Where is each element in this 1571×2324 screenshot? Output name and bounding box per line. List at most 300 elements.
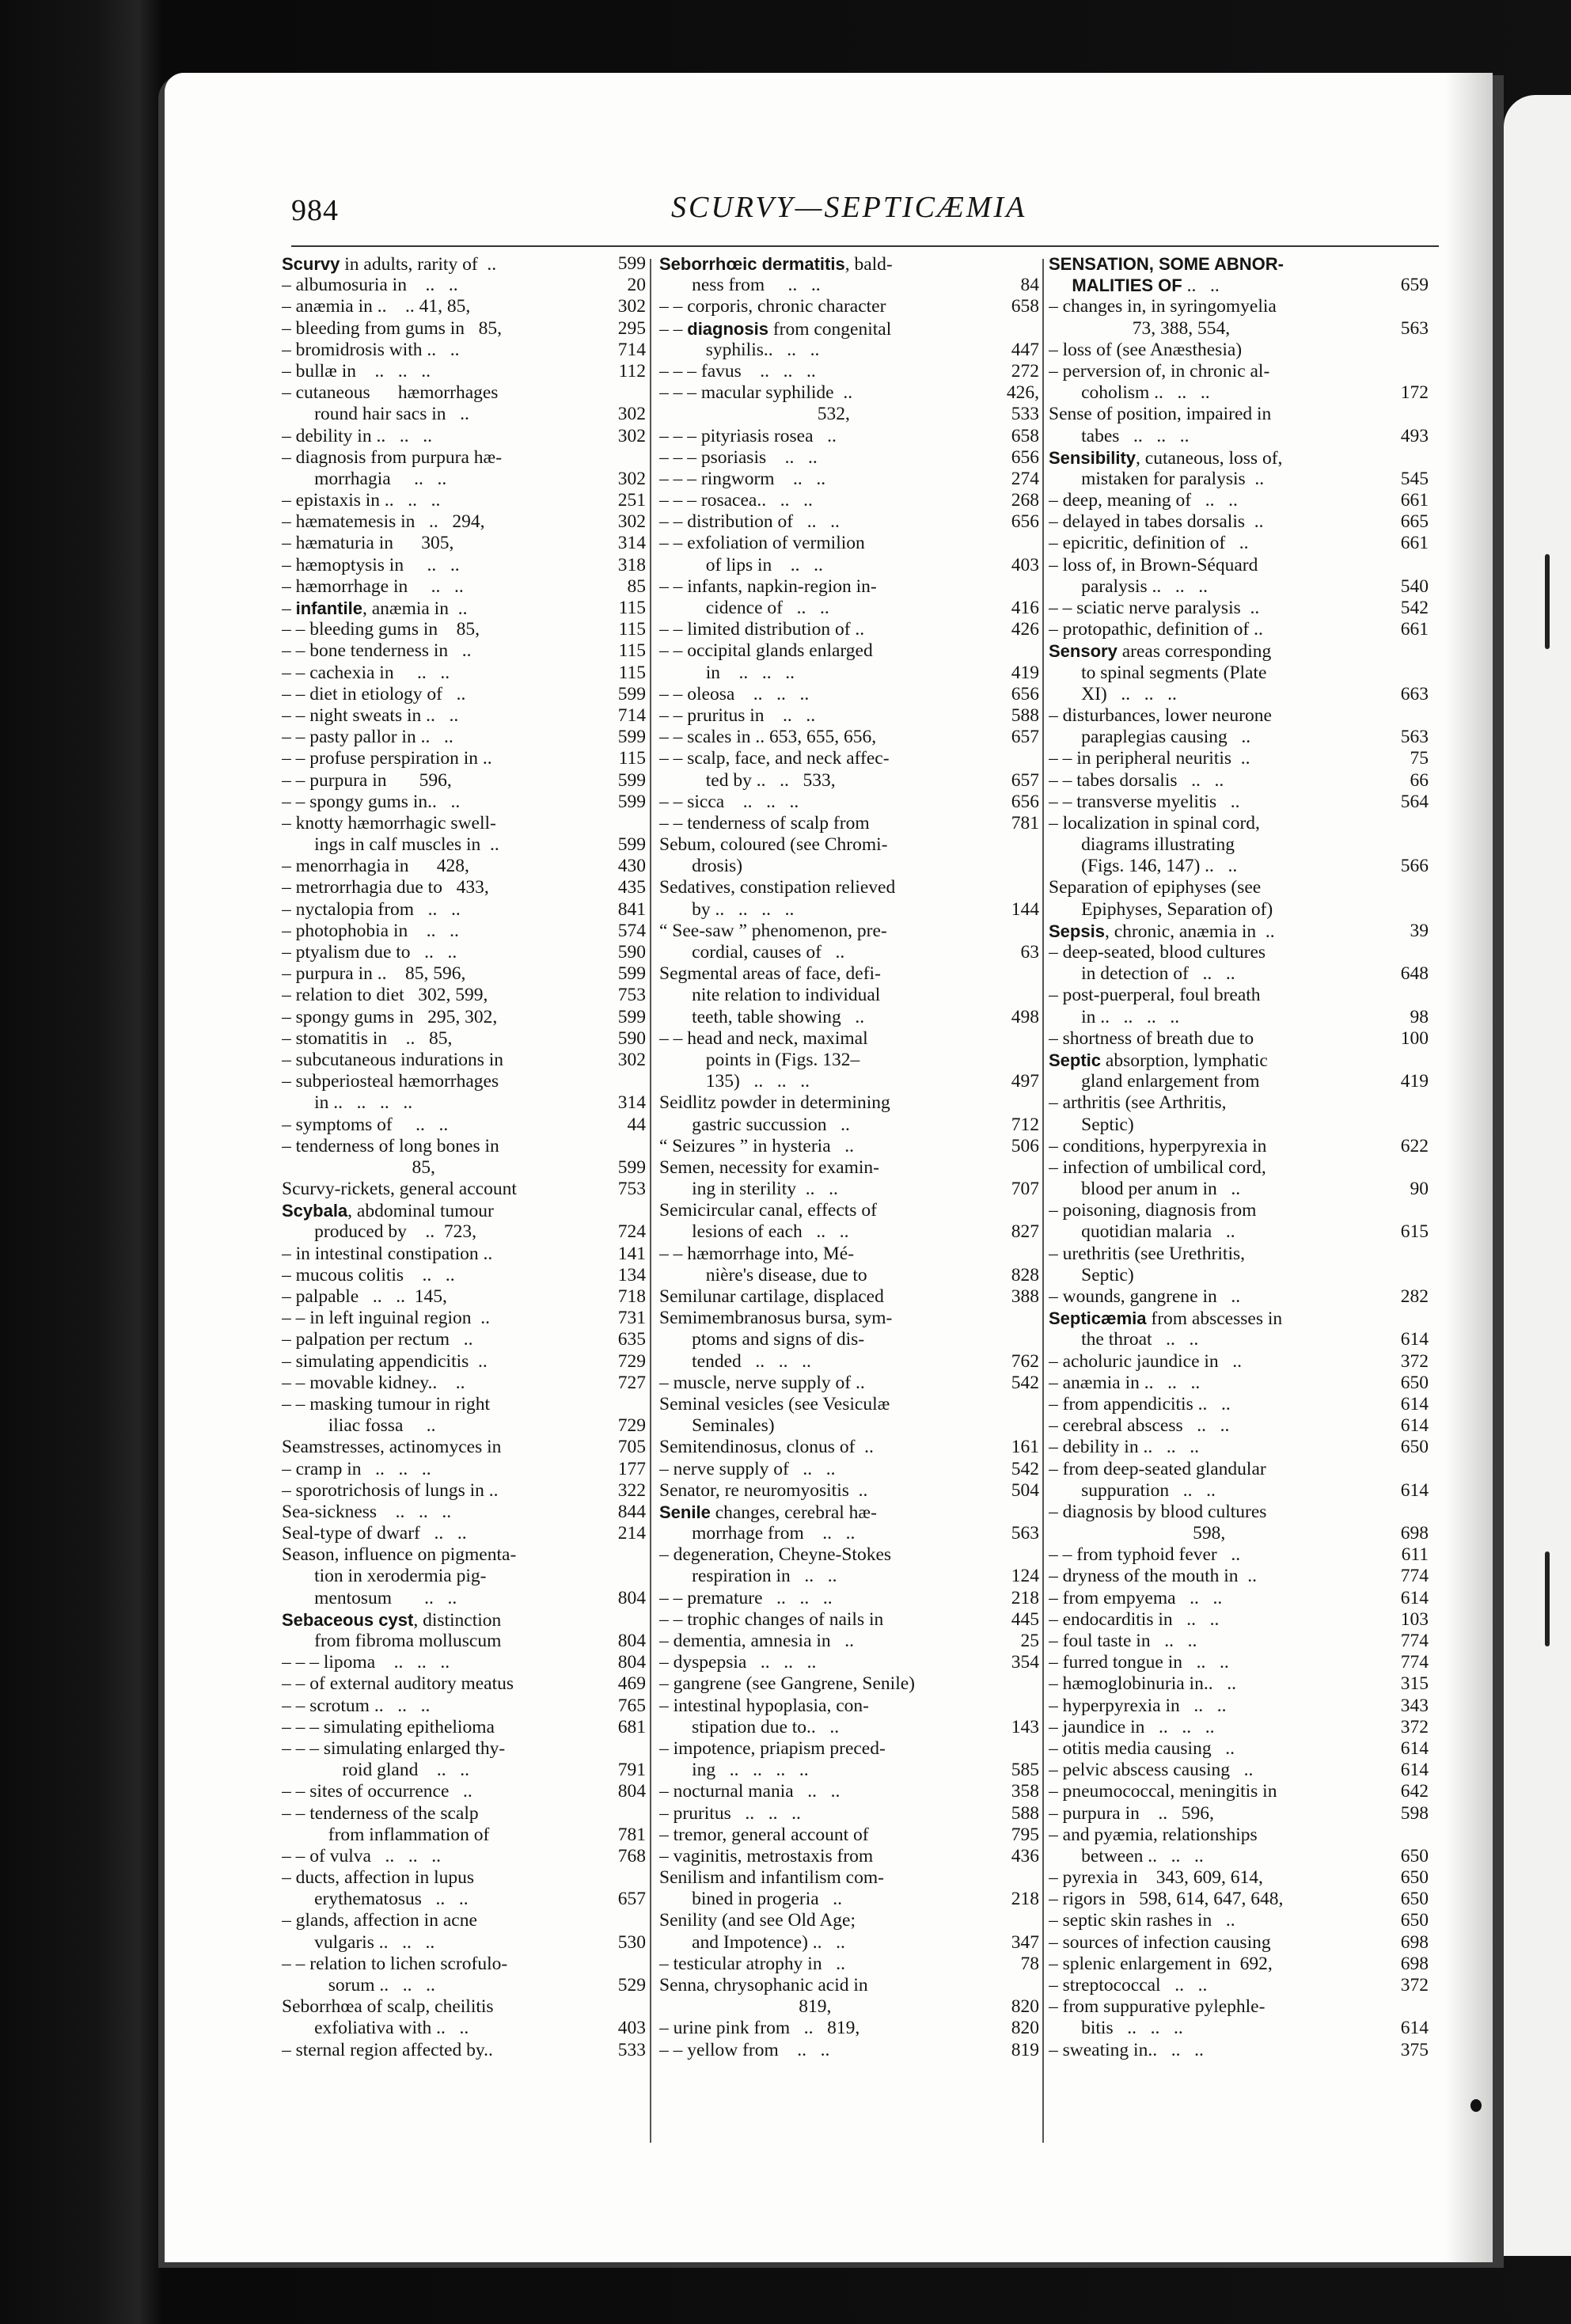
index-entry-text: bitis .. .. .. [1049,2018,1183,2039]
index-entry-page: 63 [1018,942,1040,963]
index-entry-page: 564 [1398,792,1429,813]
index-entry [659,1373,1039,1394]
index-entry [659,834,1039,856]
index-entry [1049,275,1429,296]
index-entry [1049,2040,1429,2061]
index-entry-text: Semicircular canal, effects of [659,1200,877,1221]
index-entry [1049,1480,1429,1502]
index-entry-text: morrhagia .. .. [282,468,447,489]
index-entry [282,2040,646,2061]
index-entry [659,318,1039,340]
index-entry-page: 599 [615,834,646,856]
index-entry [1049,727,1429,748]
header-rule [291,245,1439,247]
index-entry-page: 403 [615,2018,646,2039]
index-entry [1049,640,1429,662]
index-entry [282,1308,646,1329]
index-entry-text: – urine pink from .. 819, [659,2018,860,2039]
index-entry-page: 599 [615,1007,646,1028]
index-entry-text: – stomatitis in .. 85, [282,1027,453,1049]
index-entry [282,1459,646,1480]
index-entry [659,1544,1039,1566]
index-entry-page: 753 [615,1179,646,1200]
index-entry-page: 657 [1008,727,1039,748]
index-entry [1049,318,1429,340]
index-entry [1049,296,1429,317]
index-entry-page: 614 [1398,1480,1429,1502]
index-entry [282,275,646,296]
index-entry-text: ing .. .. .. .. [659,1760,809,1781]
index-entry-text: – cramp in .. .. .. [282,1458,431,1479]
index-entry [1049,963,1429,985]
index-entry-text: – – – lipoma .. .. .. [282,1652,450,1673]
index-entry-page: 144 [1008,899,1039,921]
index-entry-text: Sensory areas corresponding [1049,641,1272,663]
index-entry-page: 622 [1398,1136,1429,1157]
index-entry [659,727,1039,748]
index-entry-text: sorum .. .. .. [282,1975,435,1996]
index-entry-text: – – yellow from .. .. [659,2039,830,2060]
index-entry-page: 419 [1008,663,1039,684]
index-entry-page: 134 [615,1265,646,1286]
index-entry [282,533,646,554]
index-entry-text: Sensibility, cutaneous, loss of, [1049,447,1283,469]
index-entry-page: 681 [615,1717,646,1738]
index-entry-text: Season, influence on pigmenta- [282,1544,517,1566]
index-entry [1049,533,1429,554]
index-entry-page: 388 [1008,1286,1039,1308]
index-entry-text: vulgaris .. .. .. [282,1931,435,1953]
index-entry [282,1696,646,1717]
index-entry-text: – wounds, gangrene in .. [1049,1286,1241,1307]
facing-page-edge [1504,95,1571,2256]
index-entry-page: 658 [1008,296,1039,317]
index-entry [1049,1221,1429,1243]
index-entry-page: 611 [1398,1544,1429,1566]
index-entry [282,1825,646,1846]
index-entry-text: tended .. .. .. [659,1350,811,1372]
index-entry-page: 533 [615,2040,646,2061]
index-entry [282,469,646,490]
index-entry [659,856,1039,877]
index-entry-text: – bleeding from gums in 85, [282,317,503,339]
index-entry [282,1544,646,1566]
index-entry [1049,1760,1429,1781]
index-entry [282,1200,646,1221]
index-entry [659,1351,1039,1373]
index-entry-text: 135) .. .. .. [659,1071,810,1092]
index-entry-text: – pyrexia in 343, 609, 614, [1049,1867,1263,1889]
index-entry-page: 650 [1398,1846,1429,1867]
index-entry [659,1954,1039,1975]
index-entry-text: – spongy gums in 295, 302, [282,1006,498,1027]
index-entry [659,1910,1039,1931]
index-entry-text: “ Seizures ” in hysteria .. [659,1135,855,1156]
index-entry [282,899,646,921]
index-entry-page: 115 [616,598,646,619]
index-entry-page: 20 [624,275,647,296]
index-entry-text: – knotty hæmorrhagic swell- [282,812,496,834]
index-entry-text: – diagnosis from purpura hæ- [282,446,503,468]
index-entry [659,1286,1039,1308]
index-entry-page: 753 [615,985,646,1006]
index-entry-text: – – – simulating enlarged thy- [282,1737,506,1759]
index-entry-text: – – night sweats in .. .. [282,704,459,726]
index-entry [282,1028,646,1050]
index-entry-text: Semimembranosus bursa, sym- [659,1308,893,1329]
index-entry-page: 650 [1398,1437,1429,1458]
index-entry-text: – anæmia in .. .. .. [1049,1372,1201,1393]
index-entry-page: 819 [1008,2040,1039,2061]
index-entry [1049,1351,1429,1373]
index-entry [1049,813,1429,834]
index-entry-page: 659 [1398,275,1429,296]
index-entry-page: 172 [1398,382,1429,404]
index-entry-page: 372 [1398,1717,1429,1738]
index-entry-text: – from empyema .. .. [1049,1587,1223,1608]
index-entry-page: 426 [1008,619,1039,640]
index-entry-page: 724 [615,1221,646,1243]
index-entry-page: 98 [1407,1007,1429,1028]
index-entry-page: 302 [615,404,646,425]
index-entry-page: 66 [1407,770,1429,792]
index-entry [659,1437,1039,1458]
index-entry-page: 124 [1008,1566,1039,1587]
index-entry-text: – bromidrosis with .. .. [282,339,460,360]
index-entry-text: – – – macular syphilide .. [659,382,853,404]
index-entry [282,447,646,469]
index-entry-text: blood per anum in .. [1049,1179,1241,1200]
index-entry [282,1415,646,1437]
index-entry [282,1329,646,1350]
index-entry-text: – – spongy gums in.. .. [282,791,461,812]
index-entry-text: mentosum .. .. [282,1587,457,1608]
index-entry [282,576,646,598]
index-entry-text: – cerebral abscess .. .. [1049,1415,1230,1437]
index-entry-page: 731 [615,1308,646,1329]
index-entry [1049,382,1429,404]
index-entry [1049,1696,1429,1717]
index-entry [1049,619,1429,640]
index-entry [1049,1437,1429,1458]
index-entry [659,877,1039,898]
index-entry-page: 804 [615,1781,646,1802]
index-entry-page: 563 [1398,727,1429,748]
index-entry-text: – protopathic, definition of .. [1049,619,1263,640]
index-entry [659,1717,1039,1738]
index-entry-text: – loss of, in Brown-Séquard [1049,554,1258,575]
index-entry-page: 765 [615,1696,646,1717]
index-entry-page: 566 [1398,856,1429,877]
index-entry-text: – – exfoliation of vermilion [659,533,865,554]
index-entry-text: to spinal segments (Plate [1049,662,1267,683]
index-entry-text: – – distribution of .. .. [659,511,840,533]
index-entry [659,1459,1039,1480]
index-entry-text: XI) .. .. .. [1049,683,1177,704]
index-entry [659,555,1039,576]
index-entry-text: 73, 388, 554, [1049,317,1231,339]
index-entry-page: 663 [1398,684,1429,705]
index-entry-text: – post-puerperal, foul breath [1049,985,1261,1006]
index-entry-text: – perversion of, in chronic al- [1049,360,1270,382]
index-entry [282,640,646,662]
index-entry-page: 588 [1008,705,1039,727]
index-entry-page: 447 [1008,340,1039,361]
index-entry-page: 614 [1398,1415,1429,1437]
index-entry-text: – loss of (see Anæsthesia) [1049,339,1243,360]
index-entry-text: – albumosuria in .. .. [282,275,458,296]
index-entry-text: – testicular atrophy in .. [659,1953,845,1974]
index-entry [282,1954,646,1975]
index-entry-text: Seamstresses, actinomyces in [282,1437,502,1458]
index-entry-text: Semitendinosus, clonus of .. [659,1437,874,1458]
index-entry-text: coholism .. .. .. [1049,382,1210,404]
index-entry-page: 599 [615,727,646,748]
index-entry [1049,1846,1429,1867]
index-entry-page: 774 [1398,1652,1429,1673]
index-entry-page: 416 [1008,598,1039,619]
index-entry [659,2040,1039,2061]
index-entry [282,1588,646,1609]
index-entry-page: 590 [615,942,646,963]
index-entry-text: – – infants, napkin-region in- [659,575,877,597]
index-entry-text: – urethritis (see Urethritis, [1049,1243,1245,1264]
index-entry-page: 563 [1398,318,1429,340]
index-entry-text: – hæmorrhage in .. .. [282,575,464,597]
index-entry [1049,770,1429,792]
index-entry [282,490,646,511]
index-entry [1049,555,1429,576]
index-entry-text: drosis) [659,856,743,877]
index-entry-text: – symptoms of .. .. [282,1114,449,1135]
index-entry [282,1480,646,1502]
index-entry-text: – – cachexia in .. .. [282,662,450,683]
index-entry-text: mistaken for paralysis .. [1049,468,1265,489]
index-entry [282,1179,646,1200]
index-entry [282,1717,646,1738]
index-entry [1049,1179,1429,1200]
index-entry-text: – – from typhoid fever .. [1049,1544,1241,1566]
index-entry [282,598,646,619]
index-entry-text: – – relation to lichen scrofulo- [282,1953,508,1974]
index-entry-text: Septic) [1049,1114,1134,1135]
index-entry-text: – ptyalism due to .. .. [282,942,457,963]
index-entry-text: – – scalp, face, and neck affec- [659,748,890,769]
index-entry-page: 302 [615,1050,646,1071]
index-entry-text: – from deep-seated glandular [1049,1458,1266,1479]
index-entry [659,1244,1039,1265]
index-entry-page: 729 [615,1351,646,1373]
index-entry-text: – dryness of the mouth in .. [1049,1566,1258,1587]
index-entry [282,318,646,340]
index-entry-text: – bullæ in .. .. .. [282,360,431,382]
index-entry-text: – foul taste in .. .. [1049,1631,1197,1651]
index-entry-text: quotidian malaria .. [1049,1221,1235,1243]
index-entry [282,813,646,834]
index-entry-page: 714 [615,705,646,727]
index-entry [282,856,646,877]
index-entry [659,1846,1039,1867]
index-entry-text: – in intestinal constipation .. [282,1243,493,1264]
index-entry-text: – infantile, anæmia in .. [282,598,468,619]
index-entry-text: – and pyæmia, relationships [1049,1824,1258,1845]
index-entry-text: – debility in .. .. .. [282,425,432,446]
index-entry [659,1738,1039,1760]
index-entry [282,426,646,447]
index-entry [659,1415,1039,1437]
index-entry [282,942,646,963]
index-entry [1049,1050,1429,1071]
index-entry [1049,705,1429,727]
index-entry [282,1803,646,1825]
index-entry [1049,1738,1429,1760]
index-entry-text: in .. .. .. .. [1049,1006,1180,1027]
index-entry-page: 295 [615,318,646,340]
index-entry-text: – tenderness of long bones in [282,1135,499,1156]
index-entry [659,963,1039,985]
index-entry-page: 661 [1398,619,1429,640]
index-entry [1049,1867,1429,1889]
index-entry-page: 820 [1008,2018,1039,2039]
index-entry [1049,1932,1429,1954]
index-entry-page: 574 [615,921,646,942]
index-entry-page: 648 [1398,963,1429,985]
index-entry [1049,490,1429,511]
index-entry-text: Septicæmia from abscesses in [1049,1308,1283,1330]
index-entry-text: – vaginitis, metrostaxis from [659,1845,874,1866]
index-entry-page: 705 [615,1437,646,1458]
index-entry-page: 302 [615,296,646,317]
index-entry-text: “ See-saw ” phenomenon, pre- [659,920,887,941]
index-entry [1049,1415,1429,1437]
index-entry [1049,598,1429,619]
index-entry-page: 656 [1008,792,1039,813]
index-entry-text: Seal-type of dwarf .. .. [282,1523,467,1544]
index-entry [659,1200,1039,1221]
index-entry-page: 436 [1008,1846,1039,1867]
index-entry-page: 762 [1008,1351,1039,1373]
index-entry-page: 375 [1398,2040,1429,2061]
index-entry [282,1286,646,1308]
index-entry [282,877,646,898]
index-entry-text: – infection of umbilical cord, [1049,1156,1266,1178]
index-entry-text: teeth, table showing .. [659,1006,865,1027]
index-entry-text: by .. .. .. .. [659,898,795,920]
index-entry [1049,1200,1429,1221]
index-entry [659,1588,1039,1609]
index-entry [1049,1544,1429,1566]
index-entry-page: 493 [1398,426,1429,447]
index-entry-text: – – pruritus in .. .. [659,704,816,726]
index-entry-page: 218 [1008,1588,1039,1609]
index-entry-text: – – head and neck, maximal [659,1027,868,1049]
index-entry-text: – conditions, hyperpyrexia in [1049,1135,1267,1156]
index-entry-text: – pruritus .. .. .. [659,1802,801,1824]
index-entry-text: stipation due to.. .. [659,1716,840,1737]
index-entry-text: Seminal vesicles (see Vesiculæ [659,1393,890,1415]
index-entry [282,404,646,425]
index-entry-text: – palpation per rectum .. [282,1329,473,1350]
index-entry-page: 714 [615,340,646,361]
index-entry-page: 614 [1398,1738,1429,1760]
index-entry [659,576,1039,598]
index-entry-text: – – diagnosis from congenital [659,318,892,340]
index-entry-page: 282 [1398,1286,1429,1308]
index-entry-page: 25 [1018,1631,1040,1652]
index-entry-text: Scybala, abdominal tumour [282,1201,494,1222]
index-entry-page: 563 [1008,1523,1039,1544]
index-entry-text: – diagnosis by blood cultures [1049,1501,1267,1522]
index-entry-page: 84 [1018,275,1040,296]
index-entry-text: – nyctalopia from .. .. [282,898,461,920]
column-divider [650,259,651,2143]
index-entry-text: ing in sterility .. .. [659,1179,838,1200]
index-entry [659,1523,1039,1544]
index-entry [1049,921,1429,942]
index-entry-page: 44 [624,1115,647,1136]
index-entry [1049,1954,1429,1975]
index-entry-page: 529 [615,1975,646,1996]
index-entry-text: – intestinal hypoplasia, con- [659,1695,869,1716]
index-entry [282,340,646,361]
index-entry-text: – – scrotum .. .. .. [282,1695,431,1716]
index-entry [1049,1889,1429,1910]
index-entry-text: – – tenderness of scalp from [659,812,870,834]
index-entry-page: 530 [615,1932,646,1954]
index-entry [1049,1459,1429,1480]
index-entry-text: in .. .. .. .. [282,1092,413,1114]
index-entry-text: – anæmia in .. .. 41, 85, [282,296,471,317]
index-entry-text: – tremor, general account of [659,1824,869,1845]
index-entry-text: the throat .. .. [1049,1329,1199,1350]
index-entry [282,1437,646,1458]
index-entry-page: 828 [1008,1265,1039,1286]
index-entry [659,619,1039,640]
index-entry-page: 598 [1398,1803,1429,1825]
index-entry [1049,1910,1429,1931]
index-entry-page: 585 [1008,1760,1039,1781]
index-entry-text: – hæmaturia in 305, [282,533,454,554]
index-entry-page: 791 [615,1760,646,1781]
index-entry [282,1738,646,1760]
index-entry-page: 642 [1398,1781,1429,1802]
index-entry-page: 39 [1407,921,1429,942]
index-entry-text: – purpura in .. 596, [1049,1802,1214,1824]
index-entry [282,1394,646,1415]
index-entry-text: – dyspepsia .. .. .. [659,1652,817,1673]
index-entry [282,1652,646,1673]
index-entry [282,511,646,533]
index-entry [659,598,1039,619]
index-entry-page: 372 [1398,1351,1429,1373]
index-entry [282,705,646,727]
index-entry [1049,1329,1429,1350]
index-entry-text: – – scales in .. 653, 655, 656, [659,727,877,748]
index-entry-page: 656 [1008,447,1039,469]
index-entry [1049,1286,1429,1308]
index-entry-page: 542 [1398,598,1429,619]
index-entry [659,253,1039,275]
index-entry [659,1889,1039,1910]
index-entry-text: Segmental areas of face, defi- [659,963,881,985]
index-entry-text: – subcutaneous indurations in [282,1049,504,1070]
index-entry-text: exfoliativa with .. .. [282,2018,469,2039]
index-entry [659,705,1039,727]
index-entry-page: 251 [615,490,646,511]
index-entry [659,404,1039,425]
index-entry-page: 103 [1398,1609,1429,1631]
index-entry-text: – ducts, affection in lupus [282,1867,475,1889]
